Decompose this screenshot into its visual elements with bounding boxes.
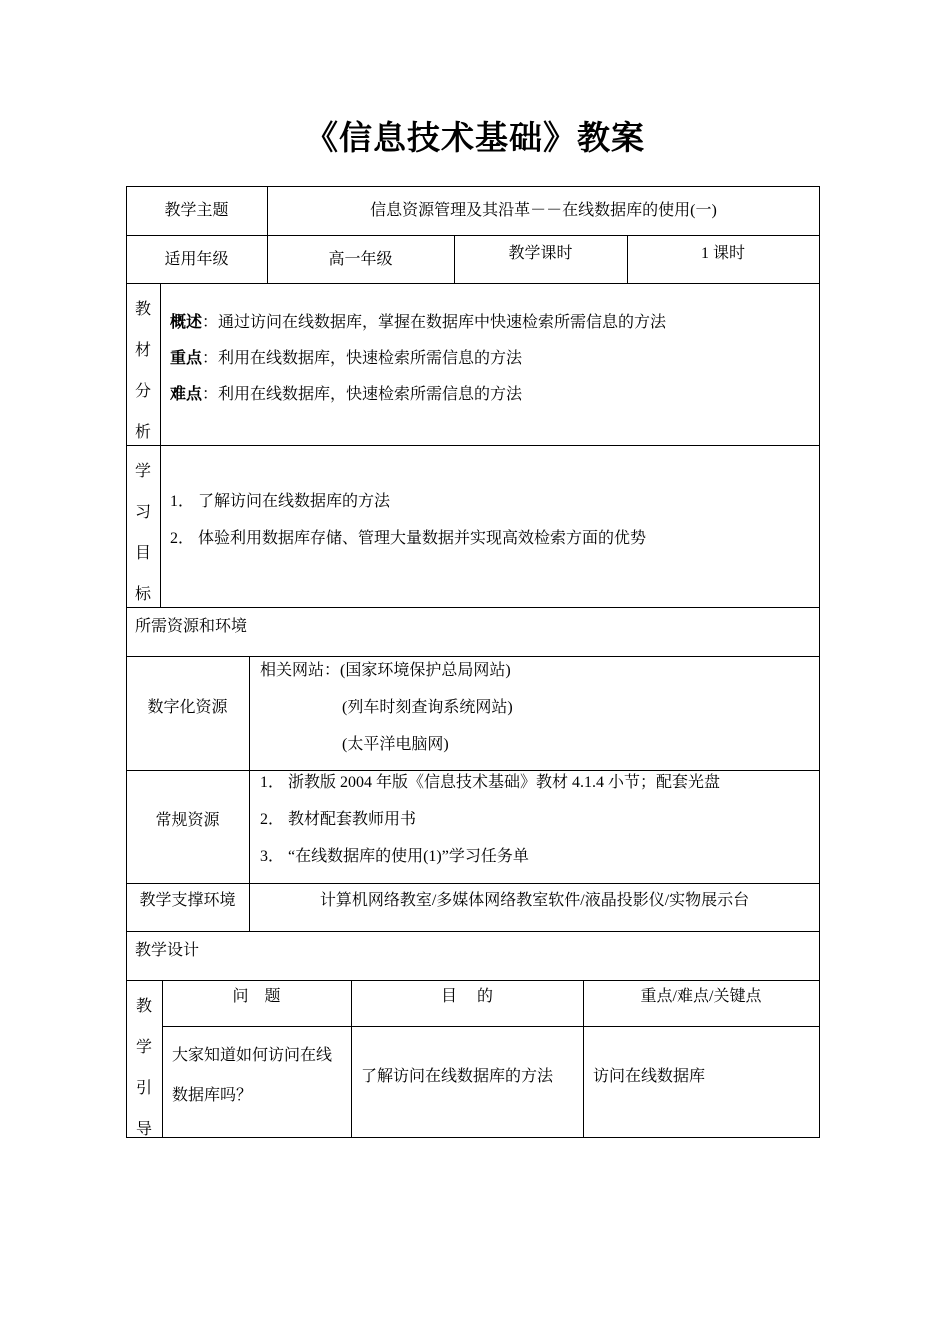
support-environment-value: 计算机网络教室/多媒体网络教室软件/液晶投影仪/实物展示台 [319,892,750,909]
regular-resource-line: 3． “在线数据库的使用(1)”学习任务单 [260,848,529,865]
lesson-plan-table [126,186,820,1138]
col-header-purpose: 目 的 [440,988,493,1005]
page-title: 《信息技术基础》教案 [305,118,645,157]
intro-question-line: 数据库吗？ [172,1087,253,1104]
row-divider [126,656,820,657]
goal-item: 1． 了解访问在线数据库的方法 [170,493,391,510]
regular-resource-line: 1． 浙教版 2004 年版《信息技术基础》教材 4.1.4 小节；配套光盘 [260,774,721,791]
analysis-label: 教 材 分 析 [134,301,151,441]
digital-resources-label: 数字化资源 [147,699,228,716]
row-divider [126,883,820,884]
analysis-difficult-point: 难点：利用在线数据库，快速检索所需信息的方法 [170,386,523,403]
row-divider [126,770,820,771]
col-divider [267,186,268,283]
col-header-question: 问 题 [232,988,281,1005]
digital-resource-line: (列车时刻查询系统网站) [342,699,513,716]
col-divider [249,656,250,931]
analysis-key-point: 重点：利用在线数据库，快速检索所需信息的方法 [170,350,523,367]
hours-label: 教学课时 [508,245,573,262]
regular-resources-label: 常规资源 [155,812,220,829]
intro-question-line: 大家知道如何访问在线 [172,1047,333,1064]
digital-resource-line: 相关网站：(国家环境保护总局网站) [260,662,511,679]
table-border-top [126,186,820,187]
col-divider [160,445,161,607]
row-divider [126,283,820,284]
resources-heading: 所需资源和环境 [135,618,248,635]
col-divider [160,283,161,445]
analysis-overview: 概述：通过访问在线数据库，掌握在数据库中快速检索所需信息的方法 [170,314,667,331]
goals-label: 学 习 目 标 [134,463,151,603]
goal-item: 2． 体验利用数据库存储、管理大量数据并实现高效检索方面的优势 [170,530,647,547]
row-divider [126,931,820,932]
row-divider [126,445,820,446]
table-border-right [819,186,820,1138]
row-divider [126,235,820,236]
intro-label: 教 学 引 导 [135,998,152,1138]
support-environment-label: 教学支撑环境 [139,892,236,909]
row-divider [126,607,820,608]
row-divider [162,1026,820,1027]
topic-label: 教学主题 [164,202,229,219]
design-heading: 教学设计 [135,942,200,959]
grade-value: 高一年级 [328,251,393,268]
hours-value: 1 课时 [700,245,745,262]
topic-value: 信息资源管理及其沿革－－在线数据库的使用(一) [370,202,717,219]
intro-purpose: 了解访问在线数据库的方法 [361,1068,554,1085]
regular-resource-line: 2． 教材配套教师用书 [260,811,417,828]
intro-key-point: 访问在线数据库 [593,1068,706,1085]
table-border-bottom [126,1137,820,1138]
grade-label: 适用年级 [164,251,229,268]
row-divider [126,980,820,981]
col-header-key: 重点/难点/关键点 [640,988,762,1005]
digital-resource-line: (太平洋电脑网) [342,736,449,753]
